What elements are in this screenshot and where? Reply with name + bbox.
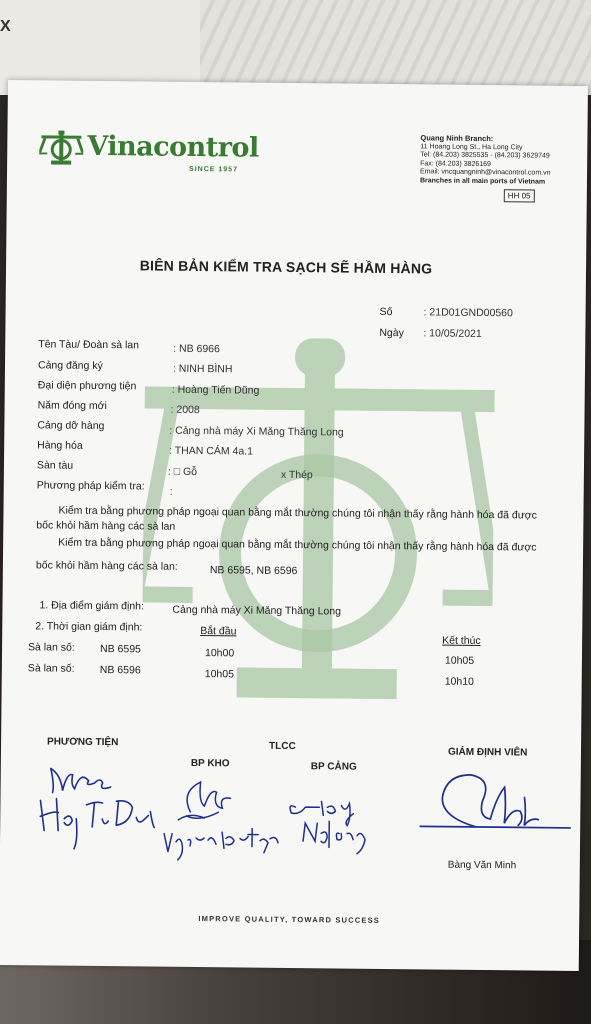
paragraph-1-line-1: Kiểm tra bằng phương pháp ngoại quan bằng mắt thường chúng tôi nhận thấy rằng hành hóa đã được: [58, 504, 537, 522]
branch-info: [420, 134, 586, 187]
start-header: Bắt đầu: [200, 625, 237, 638]
inspector-signature: [420, 756, 581, 838]
paragraph-2-barges: NB 6595, NB 6596: [209, 564, 298, 578]
scale-logo-icon: [39, 130, 83, 166]
vessel-value: : NB 6966: [173, 342, 220, 356]
port-reg-value: : NINH BÌNH: [172, 362, 233, 376]
vessel-label: Tên Tàu/ Đoàn sà lan: [38, 338, 140, 352]
row-2-barge: NB 6596: [99, 663, 141, 677]
deck-steel-option: x Thép: [280, 468, 313, 482]
row-2-end: 10h10: [444, 675, 474, 688]
build-year-value: : 2008: [170, 403, 200, 417]
inspection-time-label: 2. Thời gian giám định:: [35, 620, 143, 634]
form-code-box: HH 05: [504, 189, 535, 202]
sig-warehouse-heading: BP KHO: [190, 757, 230, 770]
sig-inspector-heading: GIÁM ĐỊNH VIÊN: [447, 746, 528, 759]
paragraph-2-line-1: Kiểm tra bằng phương pháp ngoại quan bằng mắt thường chúng tôi nhận thấy rằng hành hóa đã được: [58, 536, 537, 554]
logo-text: Vinacontrol: [87, 130, 259, 164]
row-1-start: 10h00: [204, 647, 235, 660]
build-year-label: Năm đóng mới: [37, 399, 107, 413]
branch-tel: Tel: (84.203) 3825535 - (84.203) 3629749: [420, 151, 550, 160]
unload-port-value: : Cảng nhà máy Xi Măng Thăng Long: [169, 424, 344, 439]
paragraph-1-line-2: bốc khỏi hầm hàng các sà lan: [36, 519, 176, 533]
date-value: : 10/05/2021: [423, 327, 482, 340]
port-reg-label: Cảng đăng ký: [37, 359, 103, 373]
number-label: Số: [379, 305, 393, 319]
method-colon: :: [169, 485, 173, 498]
deck-label: Sàn tàu: [36, 459, 74, 472]
inspection-place-label: 1. Địa điểm giám định:: [39, 599, 145, 613]
vehicle-signature: [40, 760, 171, 851]
row-2-label: Sà lan số:: [27, 662, 75, 675]
sig-tlcc-heading: TLCC: [268, 740, 296, 753]
inspector-name: Bàng Văn Minh: [447, 859, 517, 872]
unload-port-label: Cảng dỡ hàng: [37, 419, 105, 433]
document-title: BIÊN BẢN KIỂM TRA SẠCH SẼ HẦM HÀNG: [139, 257, 433, 277]
footer-slogan: IMPROVE QUALITY, TOWARD SUCCESS: [198, 914, 381, 925]
inspection-place-value: Cảng nhà máy Xi Măng Thăng Long: [172, 603, 342, 618]
logo-since: SINCE 1957: [189, 165, 239, 174]
port-signature: [285, 793, 386, 864]
branch-network: Branches in all main ports of Vietnam: [419, 177, 546, 186]
branch-email: Email: vncquangninh@vinacontrol.com.vn: [420, 168, 551, 178]
sig-port-heading: BP CẢNG: [310, 761, 357, 773]
row-2-start: 10h05: [204, 668, 235, 681]
representative-label: Đại diện phương tiện: [37, 379, 137, 393]
end-header: Kết thúc: [442, 634, 481, 647]
cargo-value: : THAN CÁM 4a.1: [169, 444, 254, 458]
underlying-mark: X: [0, 18, 11, 35]
branch-address: 11 Hoang Long St., Ha Long City: [420, 142, 523, 151]
deck-wood-option: : □ Gỗ: [167, 465, 198, 479]
paragraph-2-line-2: bốc khỏi hầm hàng các sà lan:: [35, 559, 178, 573]
branch-title: Quang Ninh Branch:: [420, 133, 494, 144]
row-1-end: 10h05: [444, 654, 475, 667]
document-page: [0, 80, 588, 971]
number-value: : 21D01GND00560: [423, 306, 513, 320]
representative-value: : Hoàng Tiến Dũng: [171, 383, 260, 397]
vinacontrol-logo: [39, 130, 259, 177]
row-1-barge: NB 6595: [99, 642, 141, 656]
method-label: Phương pháp kiểm tra:: [36, 479, 145, 493]
underlying-pattern: [200, 0, 591, 95]
branch-fax: Fax: (84.203) 3826169: [420, 160, 492, 168]
warehouse-signature: [160, 782, 291, 863]
cargo-label: Hàng hóa: [37, 439, 83, 452]
sig-vehicle-heading: PHƯƠNG TIỆN: [47, 736, 119, 749]
row-1-label: Sà lan số:: [27, 641, 75, 654]
date-label: Ngày: [379, 326, 404, 340]
